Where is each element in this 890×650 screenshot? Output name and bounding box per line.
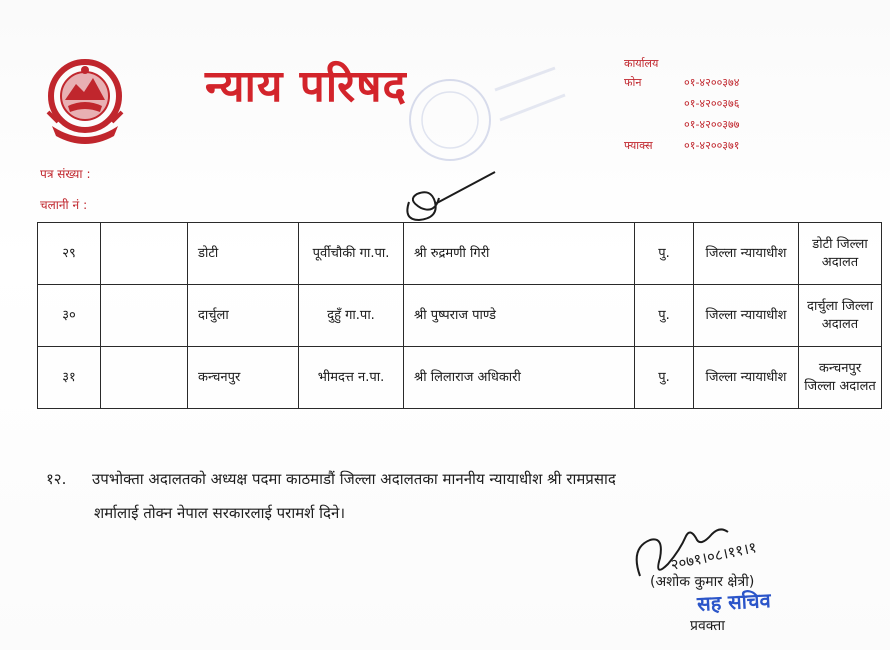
serial-cell: २९	[38, 223, 101, 285]
phone-label: फोन	[624, 76, 642, 89]
nepal-emblem-icon	[38, 52, 132, 152]
page-title: न्याय परिषद	[205, 61, 407, 112]
phone-number: ०१-४२००३७६	[684, 97, 740, 110]
local-body-cell: भीमदत्त न.पा.	[299, 347, 404, 409]
post-cell: जिल्ला न्यायाधीश	[694, 285, 799, 347]
table-row	[38, 223, 882, 285]
fax-number: ०१-४२००३७१	[684, 139, 740, 152]
post-cell: जिल्ला न्यायाधीश	[694, 223, 799, 285]
designation-seal: सह सचिव	[696, 588, 772, 616]
letter-number-label: पत्र संख्या	[40, 167, 83, 181]
gender-cell: पु.	[635, 223, 694, 285]
name-cell: श्री लिलाराज अधिकारी	[404, 347, 635, 409]
district-cell: दार्चुला	[188, 285, 299, 347]
office-contact	[624, 54, 739, 156]
blank-cell	[101, 285, 188, 347]
phone-number: ०१-४२००३७४	[684, 76, 740, 89]
serial-cell: ३१	[38, 347, 101, 409]
gender-cell: पु.	[635, 285, 694, 347]
serial-cell: ३०	[38, 285, 101, 347]
signer-name: (अशोक कुमार क्षेत्री)	[650, 574, 755, 590]
local-body-cell: दुहुँ गा.पा.	[299, 285, 404, 347]
name-cell: श्री पुष्पराज पाण्डे	[404, 285, 635, 347]
table-row	[38, 285, 882, 347]
letter-number-field: पत्र संख्या :	[40, 167, 91, 181]
blank-cell	[101, 347, 188, 409]
decision-number: १२.	[46, 470, 67, 488]
dispatch-number-field: चलानी नं :	[40, 198, 88, 212]
post-cell: जिल्ला न्यायाधीश	[694, 347, 799, 409]
decision-line-1: उपभोक्ता अदालतको अध्यक्ष पदमा काठमाडौं जिल्ला अदालतका माननीय न्यायाधीश श्री रामप्रसाद	[92, 470, 616, 488]
court-cell: डोटी जिल्ला अदालत	[799, 223, 882, 285]
signature-date: २०७१।०८।११।१	[669, 538, 759, 574]
initial-scribble-icon	[395, 168, 505, 228]
faded-stamp-icon	[395, 60, 575, 170]
decision-line-2: शर्मालाई तोक्न नेपाल सरकारलाई परामर्श दिने।	[94, 504, 346, 522]
court-cell: दार्चुला जिल्ला अदालत	[799, 285, 882, 347]
office-label: कार्यालय	[624, 56, 659, 70]
blank-cell	[101, 223, 188, 285]
local-body-cell: पूर्वीचौकी गा.पा.	[299, 223, 404, 285]
district-cell: डोटी	[188, 223, 299, 285]
appointments-table	[37, 222, 882, 409]
fax-label: फ्याक्स	[624, 139, 653, 152]
district-cell: कन्चनपुर	[188, 347, 299, 409]
phone-number: ०१-४२००३७७	[684, 118, 740, 131]
court-cell: कन्चनपुर जिल्ला अदालत	[799, 347, 882, 409]
table-row	[38, 347, 882, 409]
dispatch-number-label: चलानी नं	[40, 198, 80, 212]
signer-role: प्रवक्ता	[690, 618, 725, 634]
gender-cell: पु.	[635, 347, 694, 409]
name-cell: श्री रुद्रमणी गिरी	[404, 223, 635, 285]
